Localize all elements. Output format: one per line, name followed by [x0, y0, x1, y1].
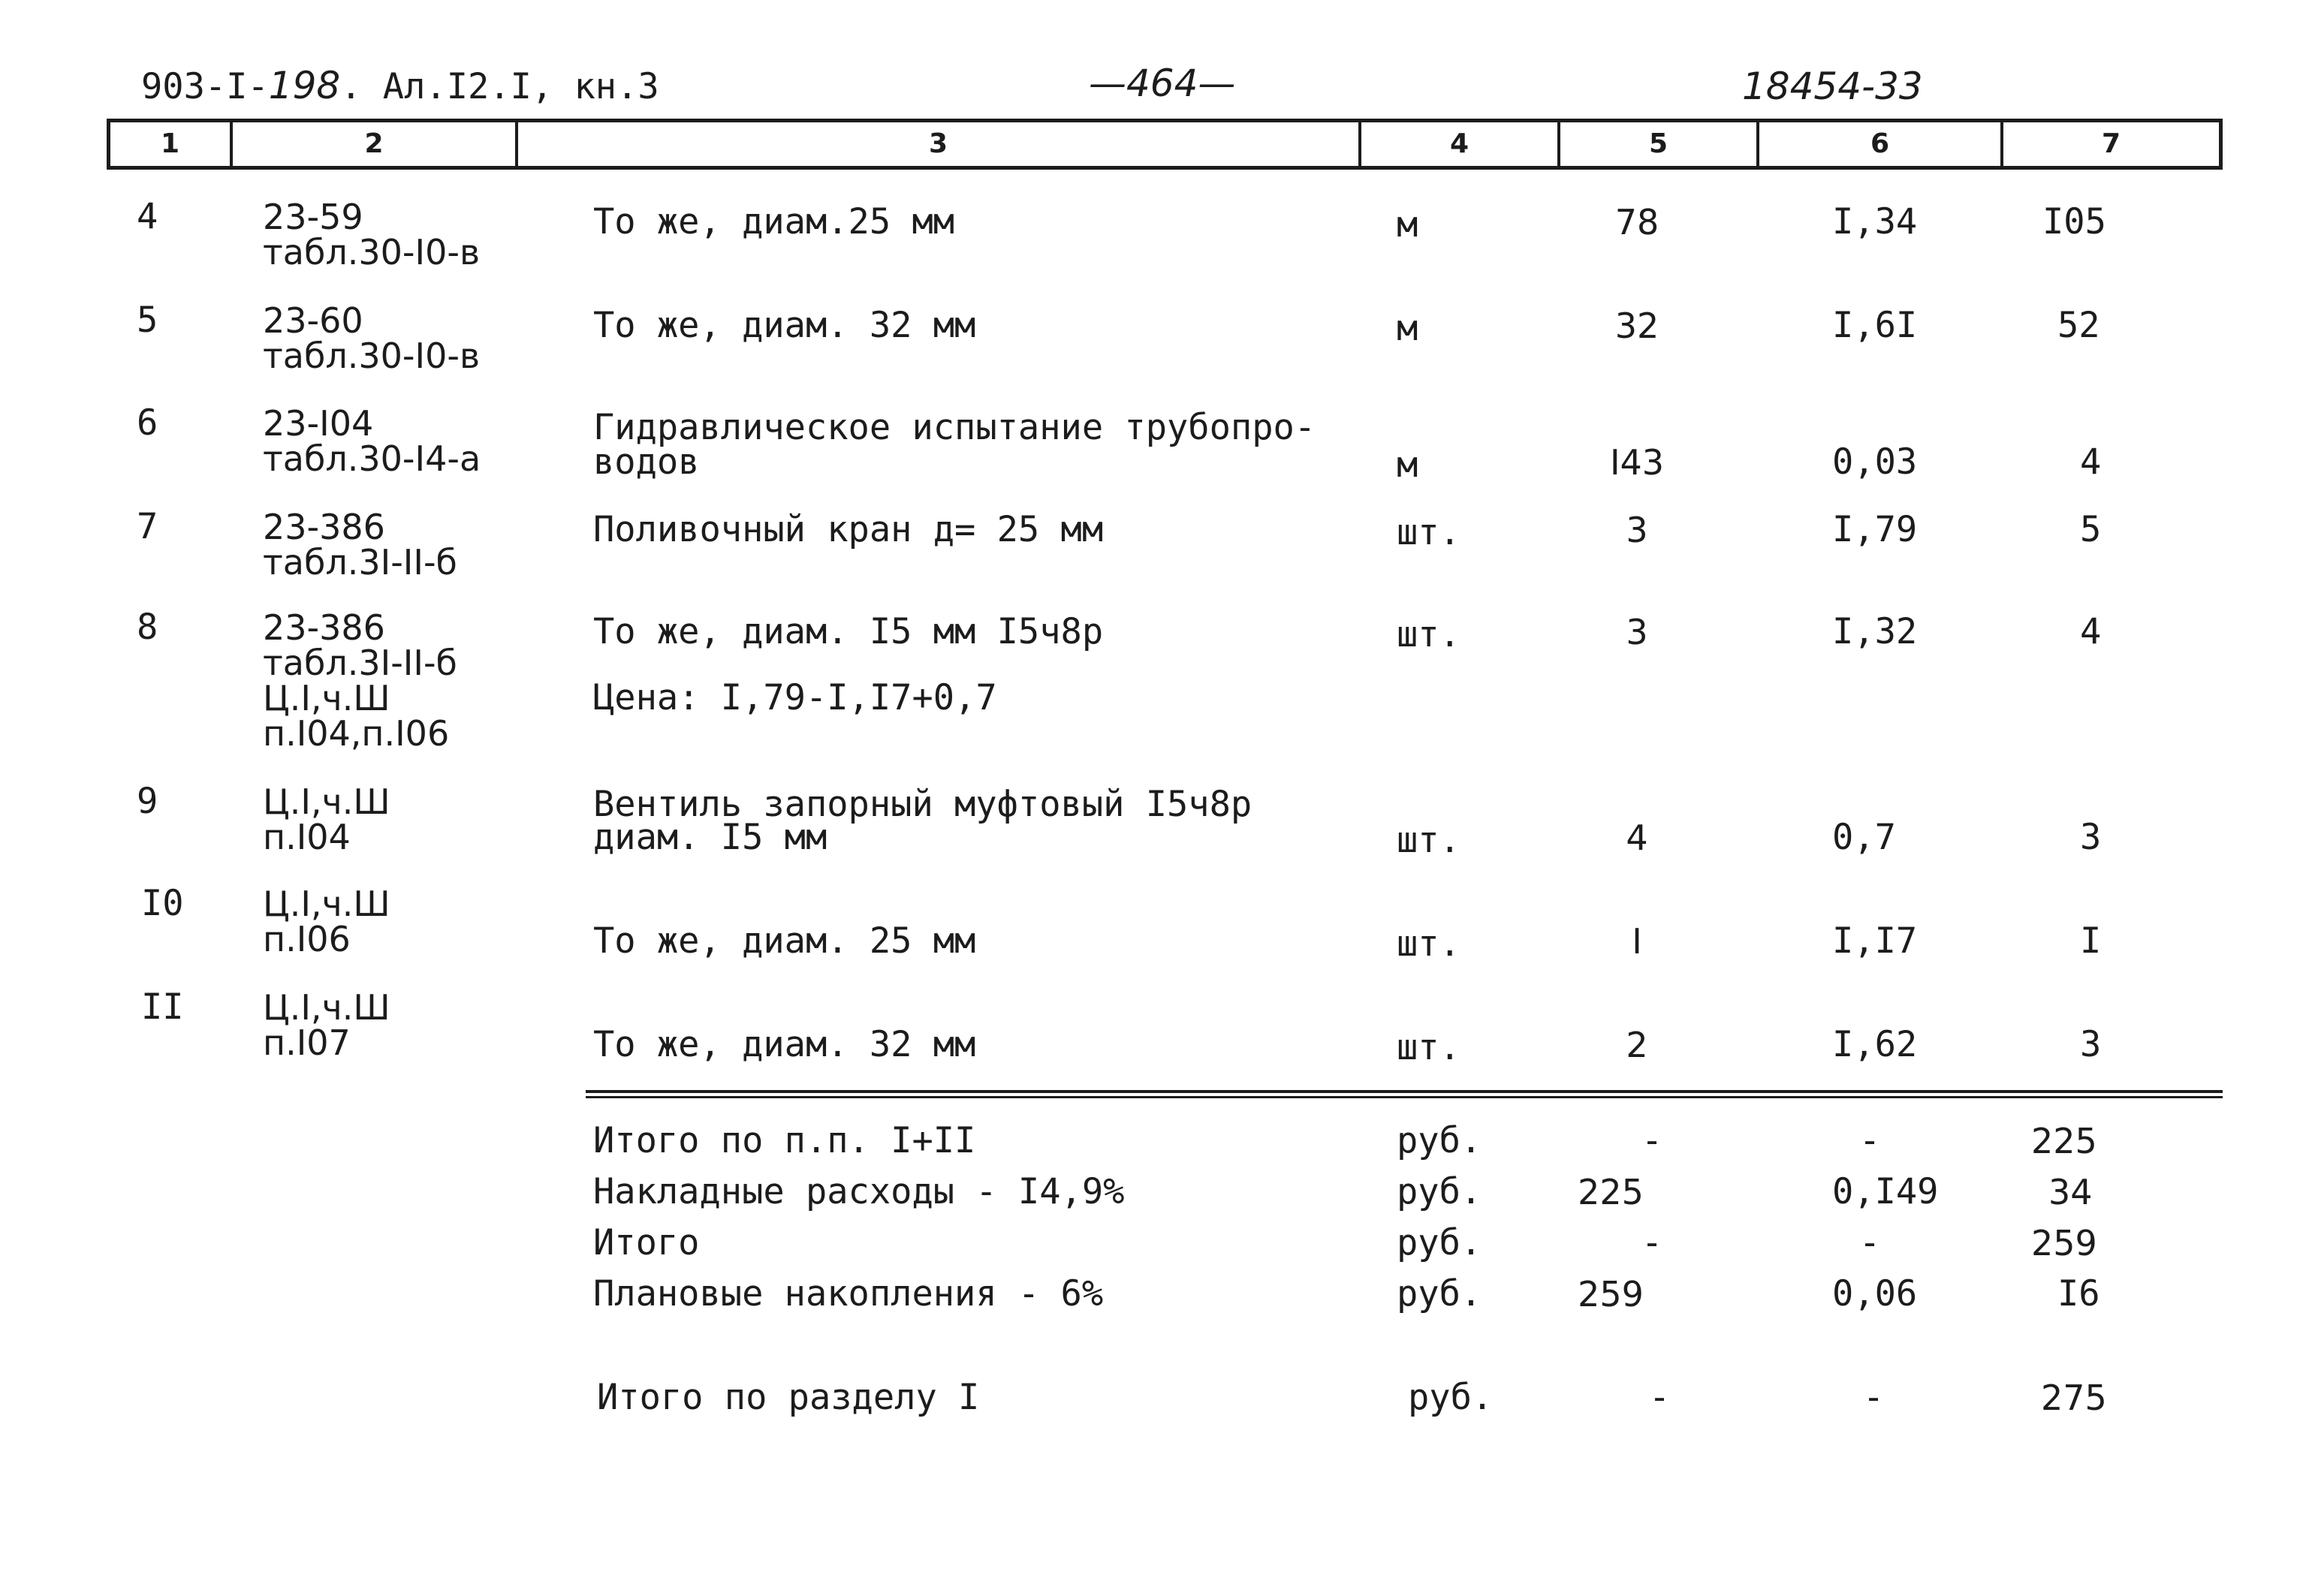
row-reference-line: табл.30-I0-в: [263, 232, 481, 273]
totals-quantity: 259: [1578, 1274, 1644, 1314]
totals-total: I6: [2057, 1273, 2100, 1314]
column-header-7: 7: [2101, 128, 2121, 159]
row-reference-line: 23-I04: [263, 403, 374, 444]
column-header-3: 3: [518, 122, 1361, 166]
row-reference-line: Ц.I,ч.Ш: [263, 678, 390, 718]
column-header-5: 5: [1560, 122, 1759, 166]
row-reference-line: п.I04,п.I06: [263, 713, 450, 754]
row-total: I05: [2042, 201, 2106, 242]
totals-price: 0,06: [1832, 1273, 1918, 1314]
row-number: 5: [137, 300, 158, 341]
totals-label: Плановые накопления - 6%: [593, 1273, 1104, 1314]
row-quantity: I43: [1609, 442, 1665, 483]
totals-unit: руб.: [1408, 1377, 1494, 1418]
row-unit: шт.: [1397, 614, 1460, 655]
doc-code-prefix: 903-I-: [141, 66, 269, 107]
column-header-row: [107, 119, 2223, 170]
row-reference-line: п.I07: [263, 1022, 351, 1063]
row-total: 3: [2080, 817, 2102, 858]
row-total: 4: [2080, 441, 2102, 483]
row-total: I: [2080, 920, 2102, 962]
totals-divider-line: [586, 1096, 2223, 1098]
row-description-line: Цена: I,79-I,I7+0,7: [593, 677, 997, 718]
row-unit: шт.: [1397, 512, 1460, 553]
row-quantity: 4: [1626, 818, 1648, 858]
totals-price: -: [1862, 1377, 1885, 1418]
totals-quantity: -: [1641, 1120, 1663, 1161]
row-number: 7: [137, 506, 158, 547]
row-number: 8: [137, 607, 158, 648]
row-price: I,79: [1832, 509, 1918, 550]
row-quantity: 3: [1626, 510, 1648, 550]
row-price: I,32: [1832, 611, 1918, 652]
row-reference-line: Ц.I,ч.Ш: [263, 781, 390, 822]
row-quantity: 3: [1626, 612, 1648, 652]
row-price: I,6I: [1832, 305, 1918, 346]
totals-total: 259: [2031, 1223, 2097, 1263]
page-number: —464—: [1089, 62, 1236, 105]
row-description-line: То же, диам. 32 мм: [593, 305, 976, 346]
doc-code-handwritten: 198: [268, 64, 341, 107]
doc-code-suffix: . Ал.I2.I, кн.3: [340, 66, 659, 107]
totals-unit: руб.: [1397, 1273, 1482, 1314]
totals-label: Итого по п.п. I+II: [593, 1120, 976, 1161]
totals-quantity: -: [1641, 1222, 1663, 1263]
totals-divider-line: [586, 1090, 2223, 1093]
row-total: 4: [2080, 611, 2102, 652]
row-reference-line: п.I06: [263, 919, 351, 959]
row-description-line: Поливочный кран д= 25 мм: [593, 509, 1104, 550]
row-number: 4: [137, 196, 158, 237]
totals-unit: руб.: [1397, 1171, 1482, 1212]
row-quantity: 78: [1614, 202, 1659, 242]
row-reference-line: 23-386: [263, 607, 385, 648]
totals-price: -: [1858, 1120, 1881, 1161]
row-reference-line: Ц.I,ч.Ш: [263, 987, 390, 1028]
row-price: I,62: [1832, 1024, 1918, 1065]
row-number: I0: [141, 883, 184, 924]
row-total: 3: [2080, 1024, 2102, 1065]
row-unit: шт.: [1397, 820, 1460, 861]
totals-price: -: [1858, 1222, 1881, 1263]
row-description-line: водов: [593, 441, 700, 483]
row-reference-line: табл.30-I0-в: [263, 336, 481, 376]
row-reference-line: Ц.I,ч.Ш: [263, 884, 390, 924]
row-description-line: То же, диам. 25 мм: [593, 920, 976, 962]
totals-quantity: 225: [1578, 1172, 1644, 1212]
row-reference-line: п.I04: [263, 817, 351, 857]
row-reference-line: 23-59: [263, 197, 363, 237]
row-reference-line: 23-386: [263, 507, 385, 547]
column-header-6: 6: [1759, 122, 2003, 166]
row-reference-line: табл.3I-II-б: [263, 643, 457, 683]
totals-unit: руб.: [1397, 1222, 1482, 1263]
row-price: 0,03: [1832, 441, 1918, 483]
totals-unit: руб.: [1397, 1120, 1482, 1161]
totals-label: Итого по разделу I: [597, 1377, 980, 1418]
document-number: 18454-33: [1742, 65, 1923, 108]
totals-label: Итого: [593, 1222, 700, 1263]
row-price: I,I7: [1832, 920, 1918, 962]
row-description-line: диам. I5 мм: [593, 817, 827, 858]
row-total: 5: [2080, 509, 2102, 550]
column-header-1: 1: [110, 122, 233, 166]
row-reference-line: табл.3I-II-б: [263, 542, 457, 583]
row-unit: м: [1397, 204, 1418, 245]
totals-total: 34: [2048, 1172, 2093, 1212]
row-quantity: 2: [1626, 1025, 1648, 1065]
row-description-line: Гидравлическое испытание трубопро-: [593, 407, 1316, 448]
totals-quantity: -: [1648, 1377, 1671, 1418]
row-number: 6: [137, 402, 158, 444]
row-unit: м: [1397, 308, 1418, 349]
row-reference-line: табл.30-I4-а: [263, 438, 481, 479]
row-description-line: То же, диам. I5 мм I5ч8р: [593, 611, 1104, 652]
row-quantity: 32: [1614, 306, 1659, 346]
column-header-4: 4: [1361, 122, 1560, 166]
row-unit: м: [1397, 444, 1418, 486]
totals-total: 275: [2041, 1378, 2107, 1418]
row-description-line: То же, диам. 32 мм: [593, 1024, 976, 1065]
column-header-2: 2: [233, 122, 518, 166]
totals-total: 225: [2031, 1121, 2097, 1161]
totals-price: 0,I49: [1832, 1171, 1939, 1212]
row-total: 52: [2057, 305, 2100, 346]
row-unit: шт.: [1397, 923, 1460, 965]
row-unit: шт.: [1397, 1027, 1460, 1068]
row-number: II: [141, 986, 184, 1028]
totals-label: Накладные расходы - I4,9%: [593, 1171, 1125, 1212]
row-price: 0,7: [1832, 817, 1896, 858]
row-quantity: I: [1632, 921, 1642, 962]
row-description-line: То же, диам.25 мм: [593, 201, 955, 242]
row-price: I,34: [1832, 201, 1918, 242]
row-number: 9: [137, 781, 158, 822]
row-reference-line: 23-60: [263, 300, 363, 341]
row-description-line: Вентиль запорный муфтовый I5ч8р: [593, 784, 1252, 825]
doc-code: [141, 64, 659, 107]
